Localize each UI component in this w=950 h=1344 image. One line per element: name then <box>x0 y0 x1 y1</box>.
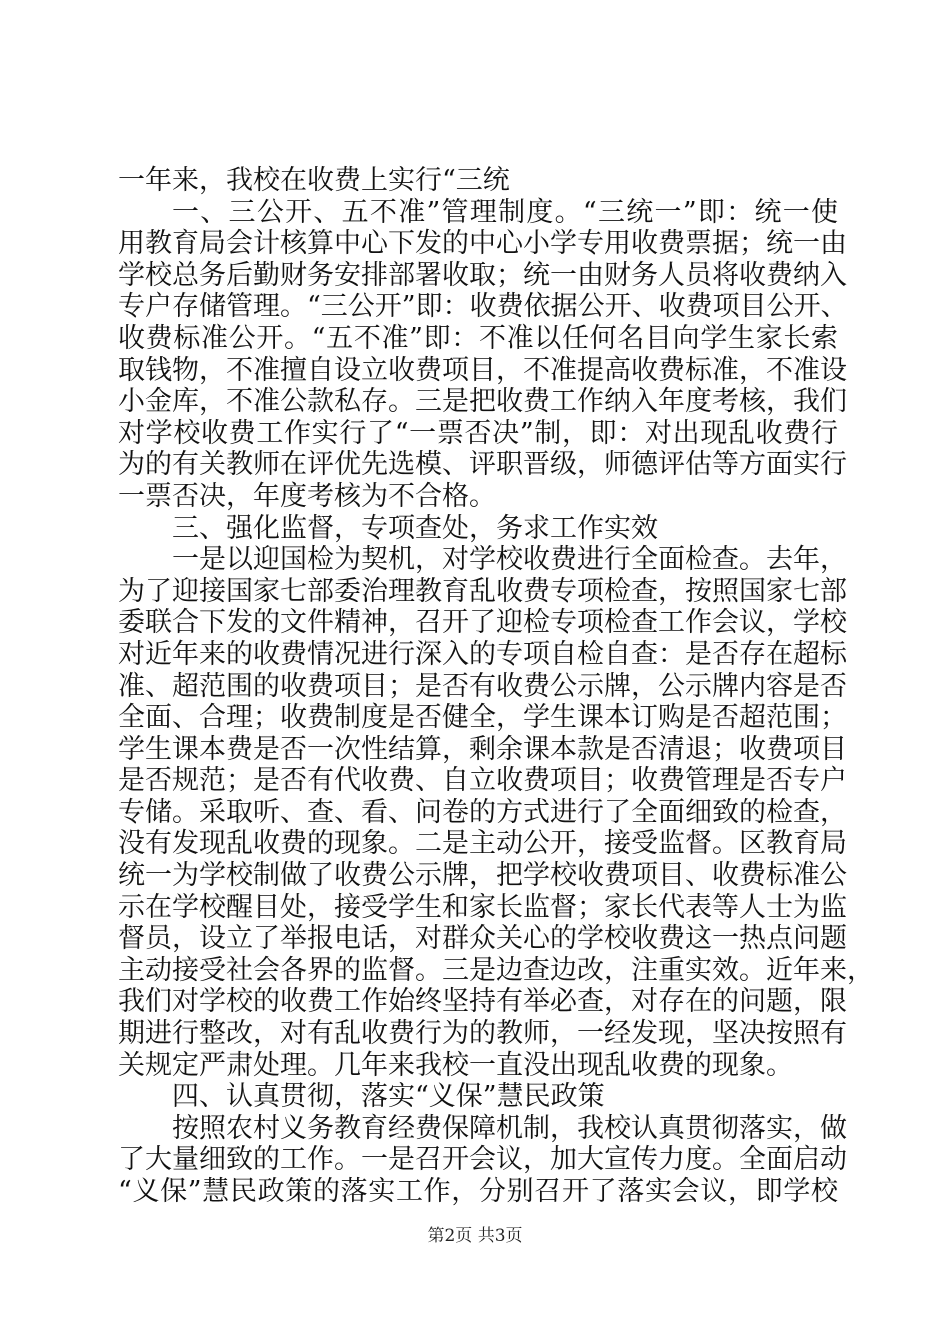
text-line: 专储。采取听、查、看、问卷的方式进行了全面细致的检查， <box>118 796 847 828</box>
text-line: 督员，设立了举报电话，对群众关心的学校收费这一热点问题 <box>118 923 847 955</box>
text-line: 示在学校醒目处，接受学生和家长监督；家长代表等人士为监 <box>118 891 847 923</box>
page-footer <box>0 1221 950 1246</box>
text-line: 委联合下发的文件精神，召开了迎检专项检查工作会议，学校 <box>118 607 847 639</box>
text-line: 是否规范；是否有代收费、自立收费项目；收费管理是否专户 <box>118 765 847 797</box>
text-line: 用教育局会计核算中心下发的中心小学专用收费票据；统一由 <box>118 228 847 260</box>
text-line: 期进行整改，对有乱收费行为的教师，一经发现，坚决按照有 <box>118 1018 847 1050</box>
page-number-label: 第2页 共3页 <box>427 1226 523 1246</box>
text-line: 学生课本费是否一次性结算，剩余课本款是否清退；收费项目 <box>118 733 847 765</box>
text-line: 我们对学校的收费工作始终坚持有举必查，对存在的问题，限 <box>118 986 847 1018</box>
document-body <box>118 165 874 1208</box>
text-line: 主动接受社会各界的监督。三是边查边改，注重实效。近年来， <box>118 954 874 986</box>
text-line: 准、超范围的收费项目；是否有收费公示牌，公示牌内容是否 <box>118 670 847 702</box>
text-line: 一是以迎国检为契机，对学校收费进行全面检查。去年， <box>172 544 847 576</box>
text-line: “义保”慧民政策的落实工作，分别召开了落实会议，即学校 <box>118 1176 838 1207</box>
text-line: 了大量细致的工作。一是召开会议，加大宣传力度。全面启动 <box>118 1144 847 1176</box>
text-line: 全面、合理；收费制度是否健全，学生课本订购是否超范围； <box>118 702 847 734</box>
text-line: 统一为学校制做了收费公示牌，把学校收费项目、收费标准公 <box>118 860 847 892</box>
text-line: 一年来，我校在收费上实行“三统 <box>118 165 510 196</box>
text-line: 按照农村义务教育经费保障机制，我校认真贯彻落实，做 <box>172 1112 847 1144</box>
text-line: 对学校收费工作实行了“一票否决”制，即：对出现乱收费行 <box>118 417 838 449</box>
text-line: 对近年来的收费情况进行深入的专项自检自查：是否存在超标 <box>118 638 847 670</box>
text-line: 为了迎接国家七部委治理教育乱收费专项检查，按照国家七部 <box>118 575 847 607</box>
text-line: 关规定严肃处理。几年来我校一直没出现乱收费的现象。 <box>118 1049 793 1081</box>
text-line: 专户存储管理。“三公开”即：收费依据公开、收费项目公开、 <box>118 291 848 323</box>
text-line: 小金库，不准公款私存。三是把收费工作纳入年度考核，我们 <box>118 386 847 418</box>
text-line: 为的有关教师在评优先选模、评职晋级，师德评估等方面实行 <box>118 449 847 481</box>
text-line: 一、三公开、五不准”管理制度。“三统一”即：统一使 <box>172 196 838 228</box>
text-line: 三、强化监督，专项查处，务求工作实效 <box>172 512 658 544</box>
text-line: 取钱物，不准擅自设立收费项目，不准提高收费标准，不准设 <box>118 354 847 386</box>
text-line: 四、认真贯彻，落实“义保”慧民政策 <box>172 1081 605 1113</box>
text-line: 没有发现乱收费的现象。二是主动公开，接受监督。区教育局 <box>118 828 847 860</box>
text-line: 学校总务后勤财务安排部署收取；统一由财务人员将收费纳入 <box>118 259 847 291</box>
text-line: 收费标准公开。“五不准”即：不准以任何名目向学生家长索 <box>118 322 838 354</box>
text-line: 一票否决，年度考核为不合格。 <box>118 480 496 512</box>
